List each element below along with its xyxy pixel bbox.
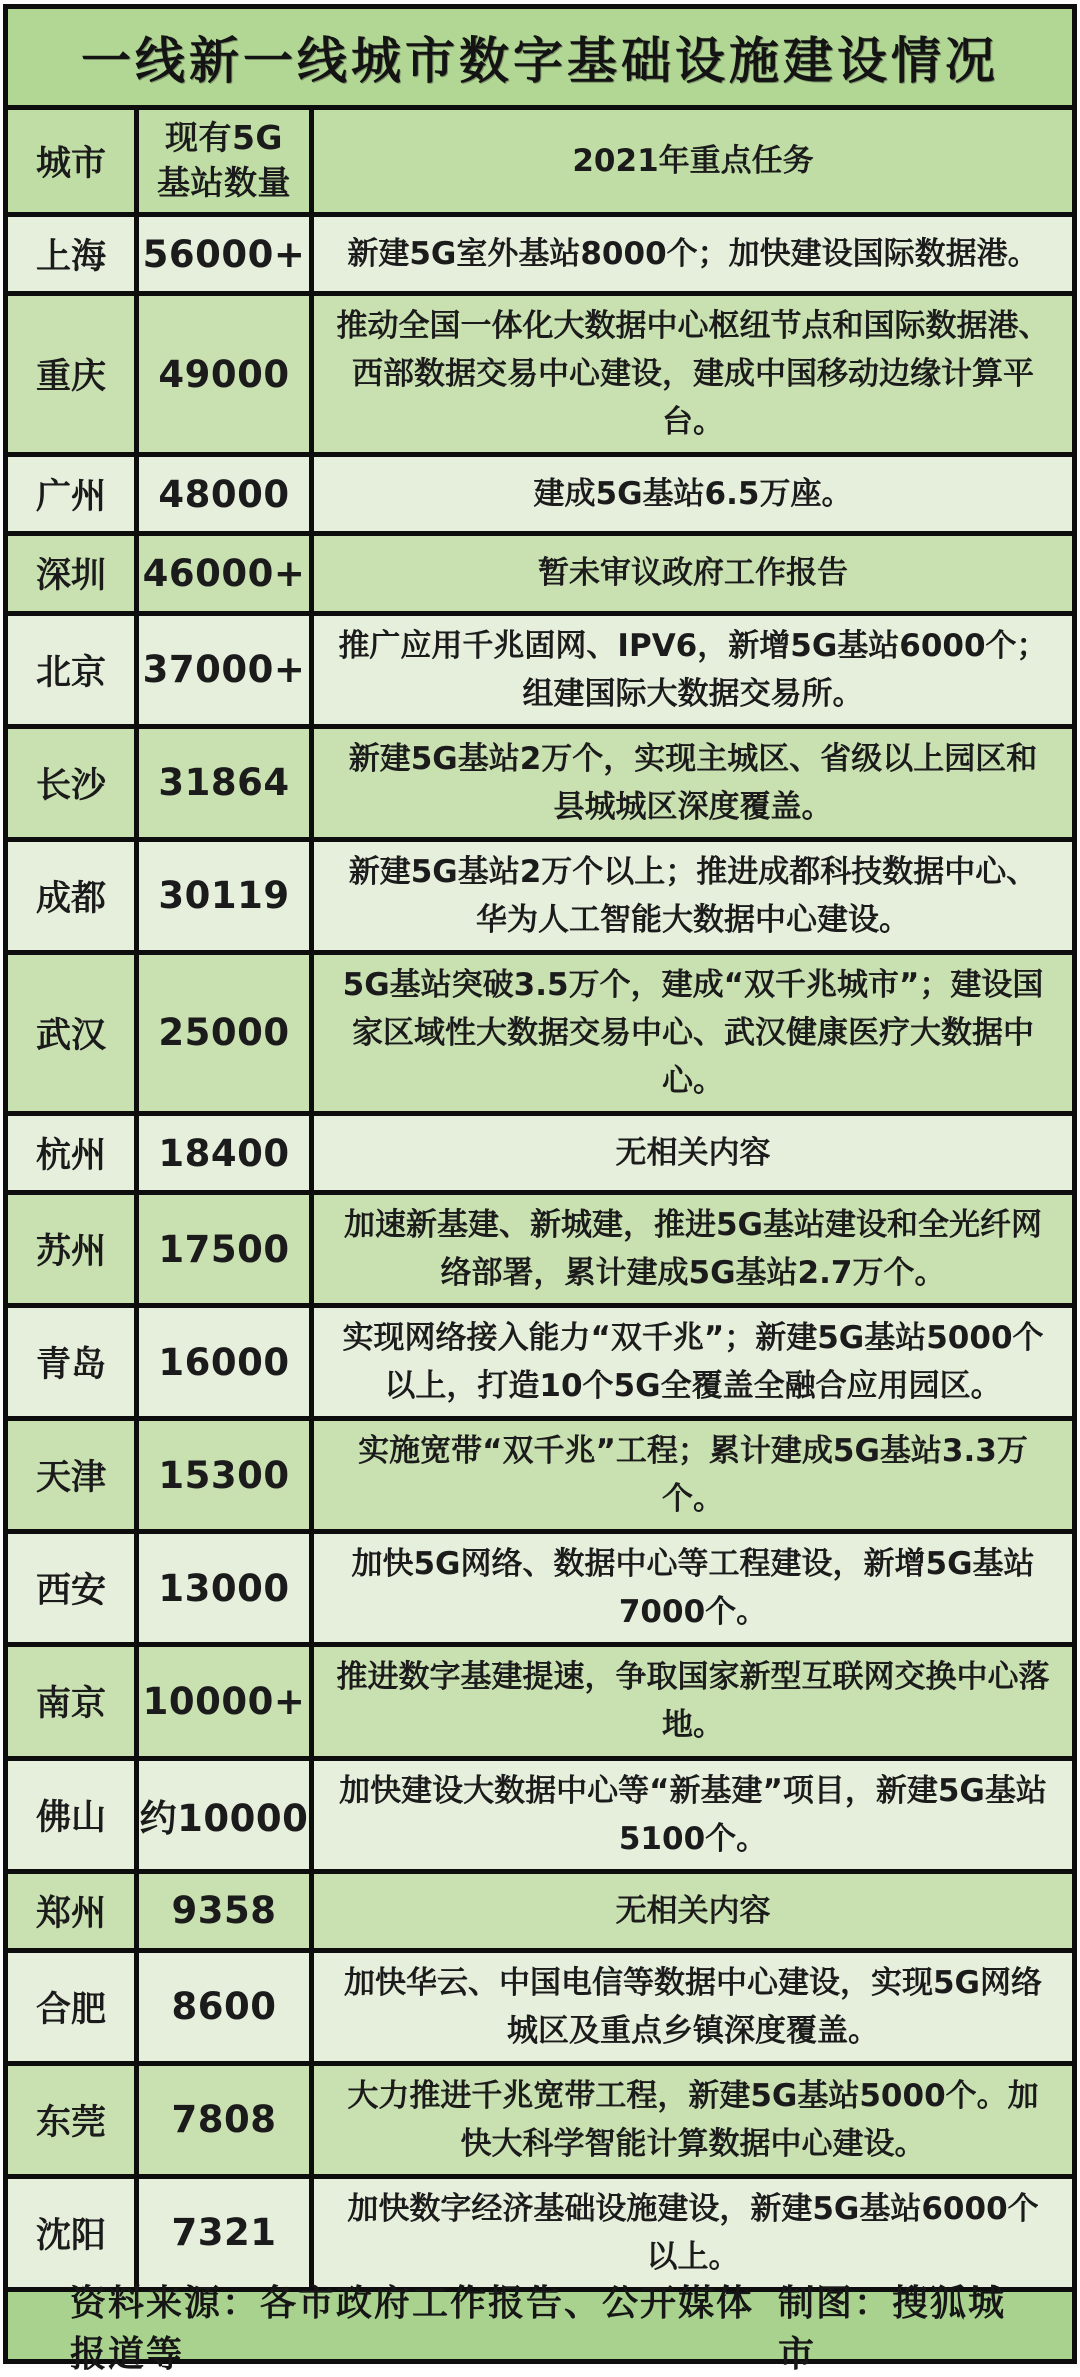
- task-cell: 无相关内容: [615, 1134, 771, 1171]
- table-row: [8, 1642, 1072, 1755]
- city-cell: 武汉: [35, 1015, 106, 1056]
- task-cell: 建成5G基站6.5万座。: [533, 476, 853, 513]
- title-bar: [8, 9, 1072, 105]
- count-cell: 49000: [134, 296, 314, 452]
- table-row: [8, 1416, 1072, 1529]
- city-cell: 北京: [35, 652, 106, 693]
- header-count: 现有5G基站数量: [134, 110, 314, 212]
- count-cell: 7321: [134, 2179, 314, 2287]
- count-cell: 约10000: [134, 1761, 314, 1869]
- count-cell: 46000+: [134, 536, 314, 610]
- table-row: [8, 1529, 1072, 1642]
- city-cell: 合肥: [35, 1989, 106, 2030]
- table-row: [8, 291, 1072, 452]
- table-row: [8, 1869, 1072, 1948]
- task-cell: 新建5G基站2万个，实现主城区、省级以上园区和县城城区深度覆盖。: [348, 740, 1038, 825]
- task-cell: 实现网络接入能力“双千兆”；新建5G基站5000个以上，打造10个5G全覆盖全融合应用园区。: [342, 1320, 1044, 1405]
- city-cell: 佛山: [35, 1797, 106, 1838]
- page-title: 一线新一线城市数字基础设施建设情况: [81, 32, 999, 90]
- credit-note: 制图：搜狐城市: [778, 2282, 1007, 2375]
- count-cell: 31864: [134, 729, 314, 837]
- count-cell: 15300: [134, 1421, 314, 1529]
- city-cell: 广州: [35, 477, 106, 518]
- task-cell: 加快5G网络、数据中心等工程建设，新增5G基站7000个。: [351, 1546, 1035, 1631]
- task-cell: 推动全国一体化大数据中心枢纽节点和国际数据港、西部数据交易中心建设，建成中国移动边缘计算平台。: [336, 308, 1050, 441]
- task-cell: 加速新基建、新城建，推进5G基站建设和全光纤网络部署，累计建成5G基站2.7万个。: [343, 1207, 1042, 1292]
- count-cell: 8600: [134, 1953, 314, 2061]
- count-cell: 48000: [134, 457, 314, 531]
- city-cell: 郑州: [35, 1893, 106, 1934]
- city-cell: 天津: [35, 1458, 106, 1499]
- table-row: [8, 724, 1072, 837]
- task-cell: 加快建设大数据中心等“新基建”项目，新建5G基站5100个。: [339, 1772, 1047, 1857]
- task-cell: 推进数字基建提速，争取国家新型互联网交换中心落地。: [336, 1659, 1050, 1744]
- task-cell: 推广应用千兆固网、IPV6，新增5G基站6000个；组建国际大数据交易所。: [338, 627, 1048, 712]
- count-cell: 16000: [134, 1308, 314, 1416]
- city-cell: 青岛: [35, 1345, 106, 1386]
- table-row: [8, 611, 1072, 724]
- table-row: [8, 1948, 1072, 2061]
- source-note: 资料来源：各市政府工作报告、公开媒体报道等: [70, 2282, 755, 2375]
- task-cell: 无相关内容: [615, 1892, 771, 1929]
- city-cell: 长沙: [35, 765, 106, 806]
- count-cell: 10000+: [134, 1647, 314, 1755]
- table-row: [8, 1303, 1072, 1416]
- task-cell: 新建5G基站2万个以上；推进成都科技数据中心、华为人工智能大数据中心建设。: [348, 853, 1038, 938]
- city-cell: 南京: [35, 1684, 106, 1725]
- count-cell: 25000: [134, 955, 314, 1111]
- table-row: [8, 837, 1072, 950]
- city-cell: 沈阳: [35, 2215, 106, 2256]
- count-cell: 37000+: [134, 616, 314, 724]
- table-row: [8, 1111, 1072, 1190]
- city-cell: 重庆: [35, 357, 106, 398]
- city-cell: 苏州: [35, 1232, 106, 1273]
- task-cell: 5G基站突破3.5万个，建成“双千兆城市”；建设国家区域性大数据交易中心、武汉健康医疗大数据中心。: [342, 966, 1044, 1099]
- count-cell: 9358: [134, 1874, 314, 1948]
- table-row: [8, 1190, 1072, 1303]
- task-cell: 加快华云、中国电信等数据中心建设，实现5G网络城区及重点乡镇深度覆盖。: [343, 1964, 1042, 2049]
- task-cell: 实施宽带“双千兆”工程；累计建成5G基站3.3万个。: [358, 1433, 1028, 1518]
- count-cell: 30119: [134, 842, 314, 950]
- city-cell: 西安: [35, 1571, 106, 1612]
- task-cell: 新建5G室外基站8000个；加快建设国际数据港。: [347, 236, 1039, 273]
- count-cell: 56000+: [134, 217, 314, 291]
- table-row: [8, 2061, 1072, 2174]
- table-footer: [8, 2282, 1072, 2375]
- city-cell: 深圳: [35, 556, 106, 597]
- table-row: [8, 950, 1072, 1111]
- count-cell: 18400: [134, 1116, 314, 1190]
- header-city: 城市: [35, 144, 106, 184]
- table-row: [8, 2174, 1072, 2287]
- count-cell: 17500: [134, 1195, 314, 1303]
- task-cell: 大力推进千兆宽带工程，新建5G基站5000个。加快大科学智能计算数据中心建设。: [347, 2077, 1039, 2162]
- table-frame: [3, 4, 1077, 2375]
- city-cell: 上海: [35, 237, 106, 278]
- task-cell: 加快数字经济基础设施建设，新建5G基站6000个以上。: [347, 2190, 1039, 2275]
- city-cell: 成都: [35, 878, 106, 919]
- header-task: 2021年重点任务: [572, 142, 814, 179]
- table-row: [8, 1756, 1072, 1869]
- count-cell: 7808: [134, 2066, 314, 2174]
- city-cell: 杭州: [35, 1136, 106, 1176]
- city-cell: 东莞: [35, 2102, 106, 2143]
- table-row: [8, 452, 1072, 531]
- table-row: [8, 217, 1072, 291]
- table-body: [8, 217, 1072, 2287]
- table-header: [8, 105, 1072, 217]
- table-row: [8, 531, 1072, 610]
- task-cell: 暂未审议政府工作报告: [538, 555, 848, 592]
- count-cell: 13000: [134, 1534, 314, 1642]
